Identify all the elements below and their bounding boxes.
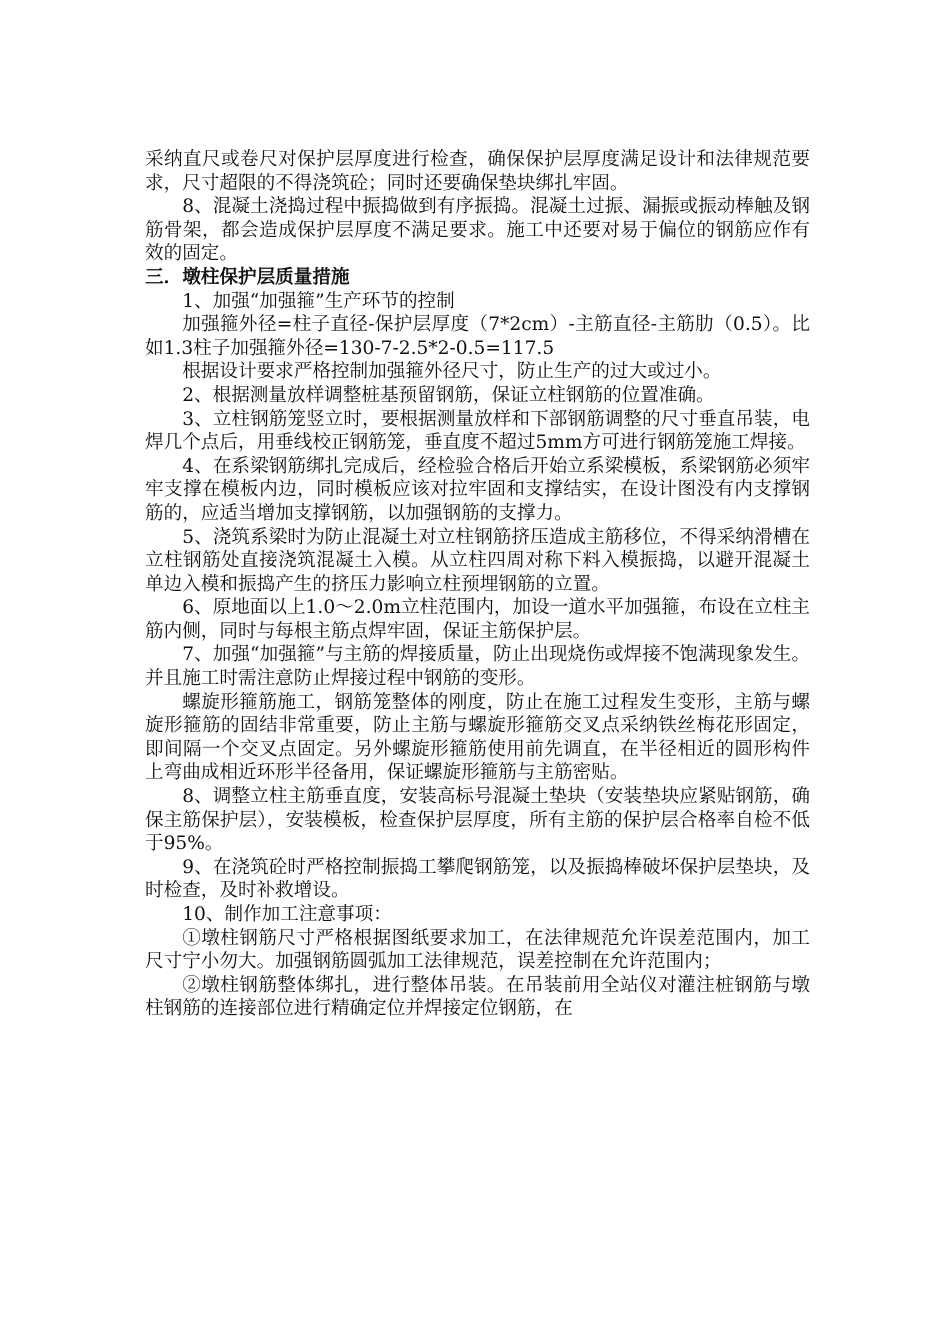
paragraph-4: 1、加强“加强箍”生产环节的控制	[182, 290, 455, 312]
paragraph-12: 7、加强“加强箍”与主筋的焊接质量，防止出现烧伤或焊接不饱满现象发生。并且施工时需注意防止焊接过程中钢筋的变形。	[145, 644, 810, 690]
paragraph-14: 8、调整立柱主筋垂直度，安装高标号混凝土垫块（安装垫块应紧贴钢筋，确保主筋保护层），安装模板，检查保护层厚度，所有主筋的保护层合格率自检不低于95%。	[145, 786, 810, 855]
paragraph-1: 采纳直尺或卷尺对保护层厚度进行检查，确保保护层厚度满足设计和法律规范要求，尺寸超限的不得浇筑砼；同时还要确保垫块绑扎牢固。	[145, 149, 810, 194]
paragraph-17: ①墩柱钢筋尺寸严格根据图纸要求加工，在法律规范允许误差范围内，加工尺寸宁小勿大。加强钢筋圆弧加工法律规范，误差控制在允许范围内；	[145, 927, 810, 973]
section-heading: 三．墩柱保护层质量措施	[145, 266, 350, 288]
paragraph-5: 加强箍外径=柱子直径-保护层厚度（7*2cm）-主筋直径-主筋肋（0.5）。比如1.3柱子加强箍外径=130-7-2.5*2-0.5=117.5	[145, 314, 810, 359]
paragraph-9: 4、在系梁钢筋绑扎完成后，经检验合格后开始立系梁模板，系梁钢筋必须牢牢支撑在模板内边，同时模板应该对拉牢固和支撑结实，在设计图没有内支撑钢筋的，应适当增加支撑钢筋，以加强钢筋的支撑力。	[145, 455, 810, 524]
document-body	[145, 148, 810, 1021]
paragraph-18: ②墩柱钢筋整体绑扎，进行整体吊装。在吊装前用全站仪对灌注桩钢筋与墩柱钢筋的连接部位进行精确定位并焊接定位钢筋，在	[145, 974, 810, 1020]
paragraph-10: 5、浇筑系梁时为防止混凝土对立柱钢筋挤压造成主筋移位，不得采纳滑槽在立柱钢筋处直接浇筑混凝土入模。从立柱四周对称下料入模振捣，以避开混凝土单边入模和振捣产生的挤压力影响立柱预埋钢筋的立置。	[145, 526, 810, 595]
paragraph-7: 2、根据测量放样调整桩基预留钢筋，保证立柱钢筋的位置准确。	[182, 384, 715, 406]
paragraph-11: 6、原地面以上1.0～2.0m立柱范围内，加设一道水平加强箍，布设在立柱主筋内侧，同时与每根主筋点焊牢固，保证主筋保护层。	[145, 597, 811, 642]
paragraph-16: 10、制作加工注意事项：	[182, 904, 392, 925]
paragraph-6: 根据设计要求严格控制加强箍外径尺寸，防止生产的过大或过小。	[182, 361, 722, 383]
paragraph-15: 9、在浇筑砼时严格控制振捣工攀爬钢筋笼，以及振捣棒破坏保护层垫块，及时检查，及时补救增设。	[145, 856, 810, 902]
paragraph-13: 螺旋形箍筋施工，钢筋笼整体的刚度，防止在施工过程发生变形，主筋与螺旋形箍筋的固结非常重要，防止主筋与螺旋形箍筋交叉点采纳铁丝梅花形固定，即间隔一个交叉点固定。另外螺旋形箍筋使用前先调直，在半径相近的圆形构件上弯曲成相近环形半径备用，保证螺旋形箍筋与主筋密贴。	[145, 691, 810, 784]
paragraph-2: 8、混凝土浇捣过程中振捣做到有序振捣。混凝土过振、漏振或振动棒触及钢筋骨架，都会造成保护层厚度不满足要求。施工中还要对易于偏位的钢筋应作有效的固定。	[145, 196, 810, 265]
paragraph-8: 3、立柱钢筋笼竖立时，要根据测量放样和下部钢筋调整的尺寸垂直吊装，电焊几个点后，用垂线校正钢筋笼，垂直度不超过5mm方可进行钢筋笼施工焊接。	[145, 408, 810, 454]
